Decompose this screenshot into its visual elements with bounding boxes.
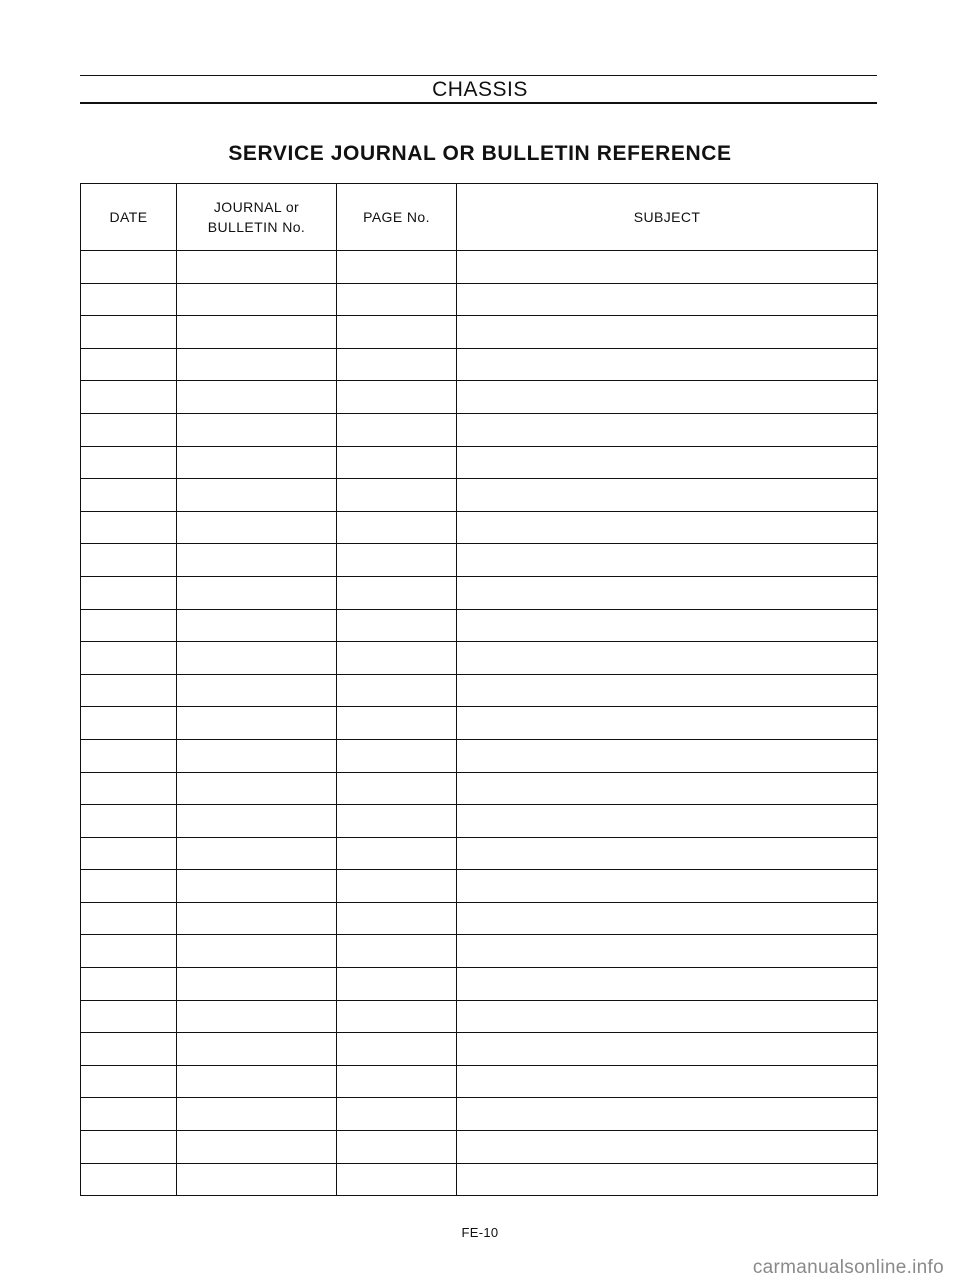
date-cell [81, 1033, 177, 1066]
page-cell [337, 902, 457, 935]
journal-cell [177, 576, 337, 609]
journal-cell [177, 772, 337, 805]
journal-cell [177, 413, 337, 446]
journal-cell [177, 348, 337, 381]
table-row [81, 674, 878, 707]
table-row [81, 609, 878, 642]
date-cell [81, 772, 177, 805]
subject-cell [457, 511, 878, 544]
journal-cell [177, 739, 337, 772]
journal-cell [177, 707, 337, 740]
page-cell [337, 1098, 457, 1131]
subject-cell [457, 381, 878, 414]
table-row [81, 870, 878, 903]
subject-cell [457, 870, 878, 903]
date-cell [81, 1131, 177, 1164]
subject-cell [457, 283, 878, 316]
section-title: CHASSIS [432, 78, 528, 101]
page-cell [337, 870, 457, 903]
column-header-journal-line1: JOURNAL or [213, 199, 300, 215]
page-cell [337, 544, 457, 577]
page-cell [337, 511, 457, 544]
column-header-subject-label: SUBJECT [633, 209, 701, 225]
journal-cell [177, 968, 337, 1001]
date-cell [81, 1163, 177, 1196]
subject-cell [457, 968, 878, 1001]
page-cell [337, 707, 457, 740]
date-cell [81, 642, 177, 675]
journal-cell [177, 642, 337, 675]
table-row [81, 544, 878, 577]
journal-cell [177, 316, 337, 349]
date-cell [81, 283, 177, 316]
date-cell [81, 576, 177, 609]
table-row [81, 381, 878, 414]
page-cell [337, 1163, 457, 1196]
page-cell [337, 283, 457, 316]
subject-cell [457, 642, 878, 675]
table-row [81, 1065, 878, 1098]
page-cell [337, 251, 457, 284]
page-cell [337, 1131, 457, 1164]
subject-cell [457, 805, 878, 838]
subject-cell [457, 413, 878, 446]
table-header-row [81, 184, 878, 251]
subject-cell [457, 1065, 878, 1098]
table-row [81, 413, 878, 446]
date-cell [81, 805, 177, 838]
column-header-date [81, 184, 177, 251]
table-row [81, 316, 878, 349]
subject-cell [457, 446, 878, 479]
date-cell [81, 316, 177, 349]
page-cell [337, 1033, 457, 1066]
date-cell [81, 674, 177, 707]
page-cell [337, 674, 457, 707]
journal-cell [177, 805, 337, 838]
table-row [81, 805, 878, 838]
table-row [81, 642, 878, 675]
subject-cell [457, 935, 878, 968]
subject-cell [457, 609, 878, 642]
table-row [81, 739, 878, 772]
date-cell [81, 1000, 177, 1033]
reference-table [80, 183, 878, 1196]
subject-cell [457, 739, 878, 772]
date-cell [81, 413, 177, 446]
page-cell [337, 739, 457, 772]
journal-cell [177, 1098, 337, 1131]
page-cell [337, 837, 457, 870]
table-row [81, 576, 878, 609]
page-cell [337, 381, 457, 414]
page-cell [337, 479, 457, 512]
page-cell [337, 805, 457, 838]
page-cell [337, 413, 457, 446]
date-cell [81, 739, 177, 772]
date-cell [81, 479, 177, 512]
subject-cell [457, 576, 878, 609]
header-rule-bottom [80, 102, 877, 104]
date-cell [81, 544, 177, 577]
journal-cell [177, 609, 337, 642]
page-number: FE-10 [461, 1225, 499, 1240]
date-cell [81, 935, 177, 968]
page-cell [337, 1000, 457, 1033]
subject-cell [457, 479, 878, 512]
table-row [81, 968, 878, 1001]
journal-cell [177, 251, 337, 284]
subject-cell [457, 1033, 878, 1066]
subject-cell [457, 837, 878, 870]
table-row [81, 935, 878, 968]
journal-cell [177, 870, 337, 903]
subject-cell [457, 707, 878, 740]
subject-cell [457, 348, 878, 381]
table-row [81, 479, 878, 512]
journal-cell [177, 837, 337, 870]
table-row [81, 1000, 878, 1033]
subject-cell [457, 544, 878, 577]
column-header-page-label: PAGE No. [363, 209, 430, 225]
date-cell [81, 446, 177, 479]
journal-cell [177, 935, 337, 968]
journal-cell [177, 902, 337, 935]
page-cell [337, 935, 457, 968]
column-header-page [337, 184, 457, 251]
subject-cell [457, 1000, 878, 1033]
table-row [81, 348, 878, 381]
page-cell [337, 576, 457, 609]
subject-cell [457, 902, 878, 935]
table-row [81, 707, 878, 740]
table-row [81, 511, 878, 544]
date-cell [81, 870, 177, 903]
date-cell [81, 1098, 177, 1131]
watermark: carmanualsonline.info [752, 1257, 944, 1278]
journal-cell [177, 674, 337, 707]
date-cell [81, 707, 177, 740]
date-cell [81, 251, 177, 284]
date-cell [81, 1065, 177, 1098]
subject-cell [457, 1163, 878, 1196]
header-rule-top [80, 75, 877, 76]
journal-cell [177, 283, 337, 316]
page-heading: SERVICE JOURNAL OR BULLETIN REFERENCE [228, 142, 732, 165]
journal-cell [177, 544, 337, 577]
subject-cell [457, 1131, 878, 1164]
table-row [81, 902, 878, 935]
page-cell [337, 772, 457, 805]
table-row [81, 283, 878, 316]
column-header-journal-line2: BULLETIN No. [207, 219, 306, 235]
page-cell [337, 348, 457, 381]
journal-cell [177, 1131, 337, 1164]
table-row [81, 1163, 878, 1196]
column-header-journal [177, 184, 337, 251]
journal-cell [177, 479, 337, 512]
subject-cell [457, 251, 878, 284]
table-row [81, 772, 878, 805]
date-cell [81, 609, 177, 642]
journal-cell [177, 511, 337, 544]
date-cell [81, 837, 177, 870]
journal-cell [177, 1033, 337, 1066]
page-cell [337, 446, 457, 479]
column-header-date-label: DATE [109, 209, 148, 225]
table-row [81, 1131, 878, 1164]
date-cell [81, 511, 177, 544]
table-row [81, 446, 878, 479]
journal-cell [177, 1065, 337, 1098]
subject-cell [457, 1098, 878, 1131]
page-cell [337, 316, 457, 349]
subject-cell [457, 316, 878, 349]
date-cell [81, 968, 177, 1001]
date-cell [81, 381, 177, 414]
date-cell [81, 348, 177, 381]
column-header-subject [457, 184, 878, 251]
table-row [81, 1033, 878, 1066]
subject-cell [457, 772, 878, 805]
page-cell [337, 642, 457, 675]
table-row [81, 837, 878, 870]
table-body [81, 251, 878, 1196]
subject-cell [457, 674, 878, 707]
date-cell [81, 902, 177, 935]
journal-cell [177, 1000, 337, 1033]
page-cell [337, 609, 457, 642]
journal-cell [177, 446, 337, 479]
table-row [81, 251, 878, 284]
journal-cell [177, 381, 337, 414]
table-row [81, 1098, 878, 1131]
page-cell [337, 1065, 457, 1098]
journal-cell [177, 1163, 337, 1196]
page-cell [337, 968, 457, 1001]
